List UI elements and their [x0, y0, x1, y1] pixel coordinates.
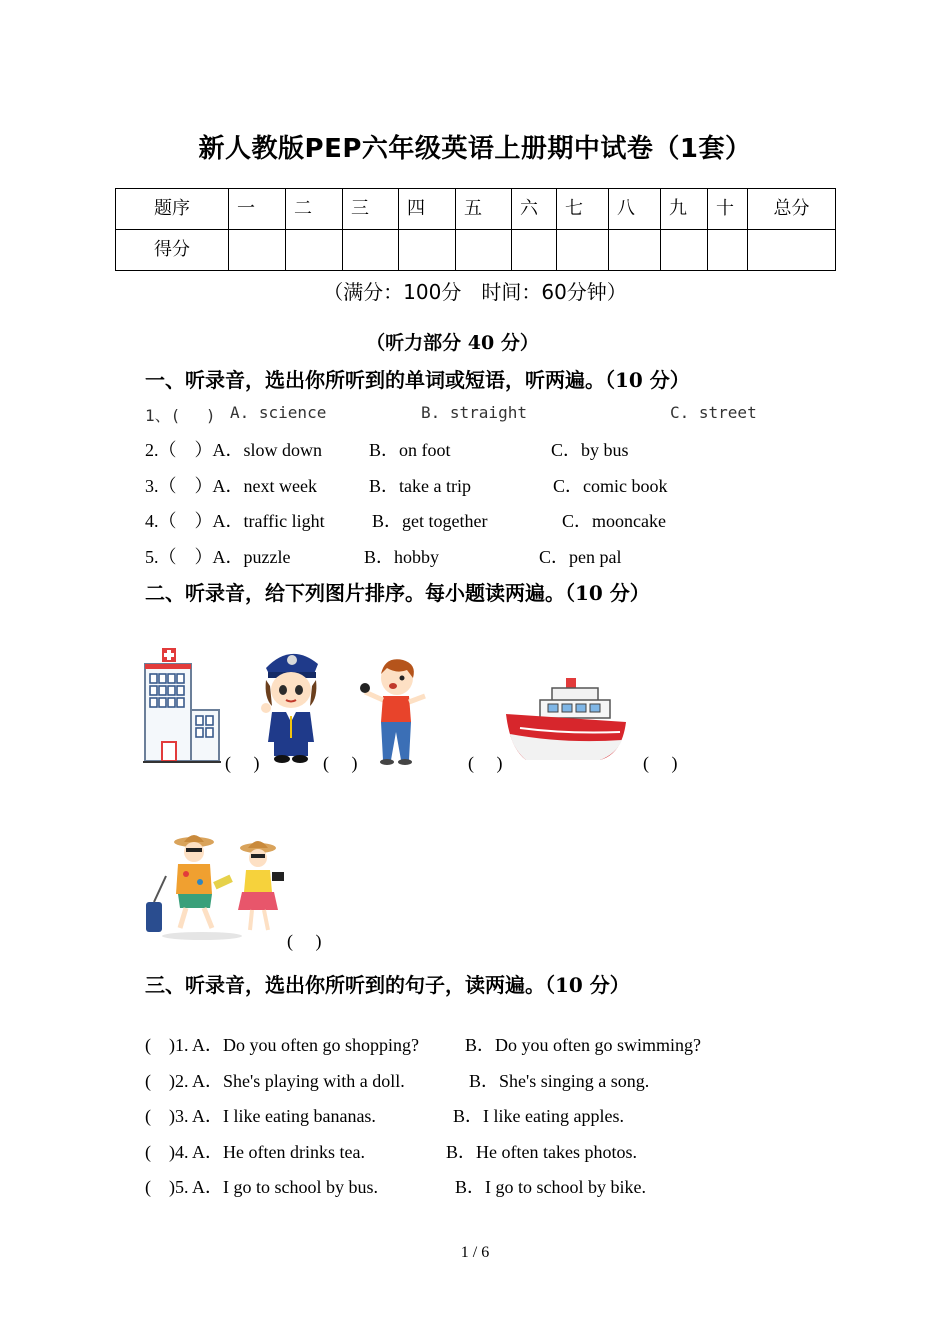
s3-item-3-a: ( )3. A．I like eating bananas.	[145, 1106, 376, 1126]
table-cell: 总分	[748, 189, 836, 230]
table-cell: 六	[512, 189, 557, 230]
table-cell: 一	[229, 189, 286, 230]
score-input-cell[interactable]	[456, 230, 512, 271]
q1-option-b: B. straight	[421, 403, 527, 422]
q4-stem: 4.（ ）A．traffic light	[145, 511, 325, 531]
answer-blank[interactable]: ( )	[323, 753, 358, 773]
table-cell: 四	[399, 189, 456, 230]
score-input-cell[interactable]	[708, 230, 748, 271]
exam-meta: （满分：100分 时间：60分钟）	[323, 280, 627, 304]
q2-stem: 2.（ ）A．slow down	[145, 440, 323, 460]
s3-item-2-a: ( )2. A．She's playing with a doll.	[145, 1071, 405, 1091]
score-input-cell[interactable]	[609, 230, 661, 271]
q1-option-a: A. science	[230, 403, 327, 422]
section3-heading: 三、听录音，选出你所听到的句子，读两遍。（10 分）	[145, 973, 630, 997]
score-input-cell[interactable]	[229, 230, 286, 271]
hospital-icon	[143, 646, 225, 764]
q5-stem: 5.（ ）A．puzzle	[145, 547, 291, 567]
s3-item-1-a: ( )1. A．Do you often go shopping?	[145, 1035, 419, 1055]
q3-option-c: C．comic book	[553, 476, 668, 496]
score-input-cell[interactable]	[512, 230, 557, 271]
score-table	[115, 188, 836, 271]
s3-item-4-b: B．He often takes photos.	[446, 1142, 637, 1162]
table-cell: 七	[557, 189, 609, 230]
table-cell: 三	[343, 189, 399, 230]
score-input-cell[interactable]	[343, 230, 399, 271]
listening-header: （听力部分 40 分）	[366, 332, 539, 354]
page-title: 新人教版PEP六年级英语上册期中试卷（1套）	[198, 134, 752, 164]
ship-icon	[504, 674, 628, 764]
table-cell: 得分	[116, 230, 229, 271]
score-input-cell[interactable]	[557, 230, 609, 271]
answer-blank[interactable]: ( )	[643, 753, 678, 773]
answer-blank[interactable]: ( )	[287, 931, 322, 951]
q5-option-c: C．pen pal	[539, 547, 622, 567]
score-input-cell[interactable]	[286, 230, 343, 271]
table-cell: 九	[661, 189, 708, 230]
travelers-icon	[142, 832, 292, 942]
q3-option-b: B．take a trip	[369, 476, 471, 496]
answer-blank[interactable]: ( )	[468, 753, 503, 773]
table-cell: 十	[708, 189, 748, 230]
score-input-cell[interactable]	[399, 230, 456, 271]
score-table-header-row	[116, 189, 836, 230]
table-cell: 题序	[116, 189, 229, 230]
score-input-cell[interactable]	[748, 230, 836, 271]
table-cell: 五	[456, 189, 512, 230]
q1-option-c: C. street	[670, 403, 757, 422]
table-cell: 八	[609, 189, 661, 230]
q4-option-c: C．mooncake	[562, 511, 666, 531]
s3-item-3-b: B．I like eating apples.	[453, 1106, 624, 1126]
section2-heading: 二、听录音，给下列图片排序。每小题读两遍。（10 分）	[145, 581, 650, 605]
q1-stem: 1、( )	[145, 406, 216, 425]
answer-blank[interactable]: ( )	[225, 753, 260, 773]
score-table-score-row	[116, 230, 836, 271]
singing-boy-icon	[357, 656, 433, 766]
s3-item-4-a: ( )4. A．He often drinks tea.	[145, 1142, 365, 1162]
s3-item-5-b: B．I go to school by bike.	[455, 1177, 646, 1197]
q5-option-b: B．hobby	[364, 547, 440, 567]
police-officer-icon	[258, 646, 324, 764]
q4-option-b: B．get together	[372, 511, 488, 531]
s3-item-1-b: B．Do you often go swimming?	[465, 1035, 701, 1055]
page-number: 1 / 6	[460, 1244, 490, 1261]
q2-option-b: B．on foot	[369, 440, 451, 460]
s3-item-2-b: B．She's singing a song.	[469, 1071, 650, 1091]
table-cell: 二	[286, 189, 343, 230]
s3-item-5-a: ( )5. A．I go to school by bus.	[145, 1177, 378, 1197]
q3-stem: 3.（ ）A．next week	[145, 476, 317, 496]
q2-option-c: C．by bus	[551, 440, 629, 460]
section1-heading: 一、听录音，选出你所听到的单词或短语，听两遍。（10 分）	[145, 368, 690, 392]
score-input-cell[interactable]	[661, 230, 708, 271]
